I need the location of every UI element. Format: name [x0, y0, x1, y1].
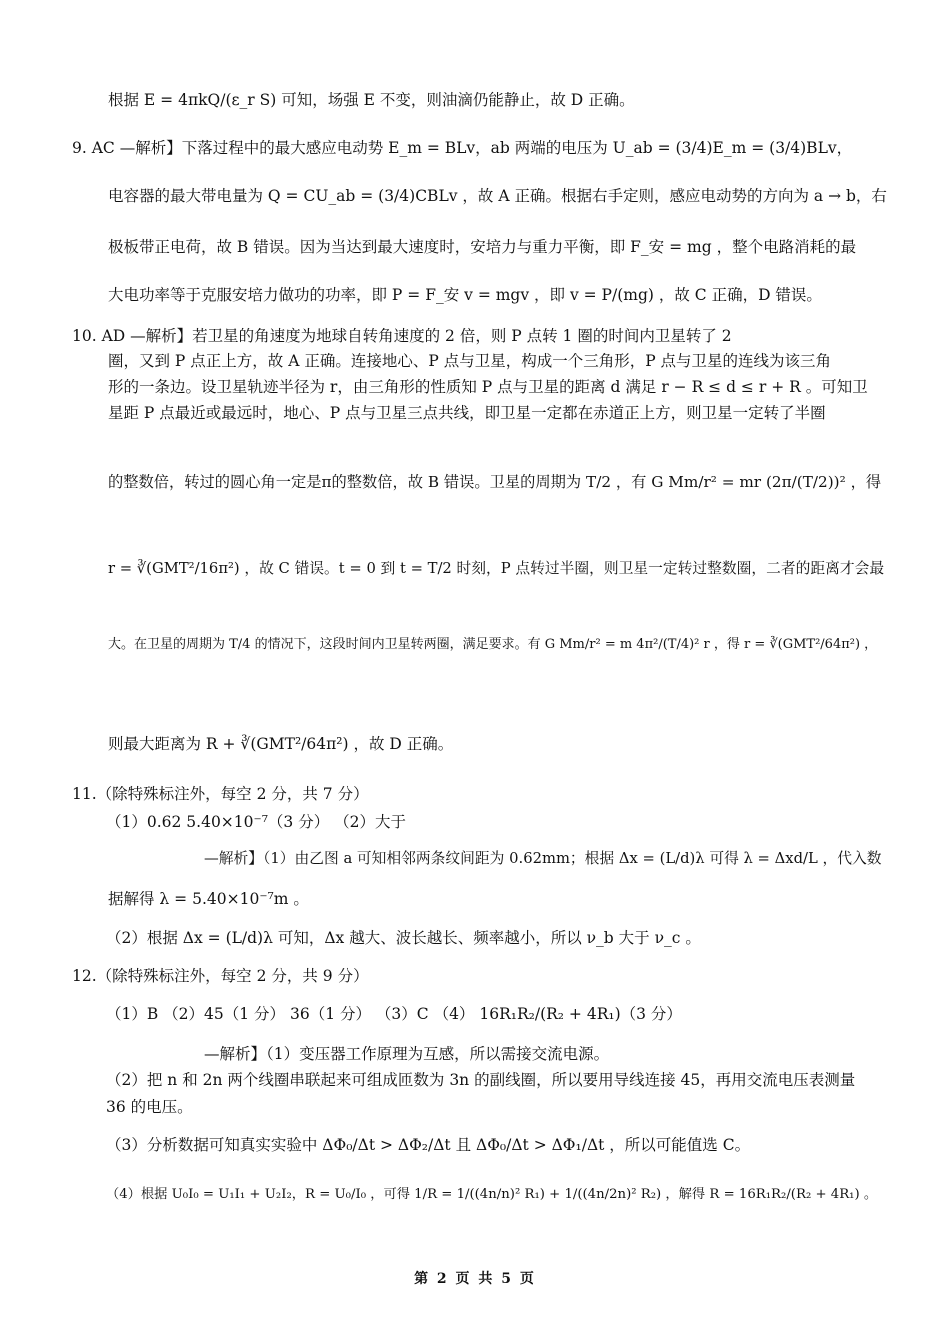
- text-line: （4）根据 U₀I₀ = U₁I₁ + U₂I₂，R = U₀/I₀ ，可得 1/R = 1/((4n/n)² R₁) + 1/((4n/2n)² R₂) ，解得 R = 16R₁R₂/(R₂ + 4R₁) 。: [106, 1187, 878, 1202]
- text-line: 星距 P 点最近或最远时，地心、P 点与卫星三点共线，即卫星一定都在赤道正上方，则卫星一定转了半圈: [108, 404, 826, 422]
- text-line: （2）把 n 和 2n 两个线圈串联起来可组成匝数为 3n 的副线圈，所以要用导线连接 45，再用交流电压表测量: [106, 1071, 856, 1089]
- question-9-line: 9. AC —解析】下落过程中的最大感应电动势 E_m = BLv，ab 两端的电压为 U_ab = (3/4)E_m = (3/4)BLv，: [72, 139, 853, 157]
- question-10-line: 10. AD —解析】若卫星的角速度为地球自转角速度的 2 倍，则 P 点转 1 圈的时间内卫星转了 2: [72, 327, 732, 345]
- text-line: （3）分析数据可知真实实验中 ΔΦ₀/Δt > ΔΦ₂/Δt 且 ΔΦ₀/Δt > ΔΦ₁/Δt ，所以可能值选 C。: [106, 1136, 751, 1154]
- text-line: 大电功率等于克服安培力做功的功率，即 P = F_安 v = mgv ，即 v = P/(mg) ，故 C 正确，D 错误。: [108, 286, 822, 304]
- text-line: 电容器的最大带电量为 Q = CU_ab = (3/4)CBLv ，故 A 正确。根据右手定则，感应电动势的方向为 a → b，右: [108, 187, 887, 205]
- text-line: 据解得 λ = 5.40×10⁻⁷m 。: [108, 890, 309, 908]
- question-12-header: 12.（除特殊标注外，每空 2 分，共 9 分）: [72, 967, 369, 985]
- analysis-line: —解析】（1）由乙图 a 可知相邻两条纹间距为 0.62mm；根据 Δx = (L/d)λ 可得 λ = Δxd/L ，代入数: [204, 850, 882, 867]
- text-line: r = ∛(GMT²/16π²) ，故 C 错误。t = 0 到 t = T/2 时刻，P 点转过半圈，则卫星一定转过整数圈，二者的距离才会最: [108, 560, 885, 577]
- text-line: 的整数倍，转过的圆心角一定是π的整数倍，故 B 错误。卫星的周期为 T/2 ，有 G Mm/r² = mr (2π/(T/2))² ，得: [108, 473, 882, 491]
- text-line: 根据 E = 4πkQ/(ε_r S) 可知，场强 E 不变，则油滴仍能静止，故 D 正确。: [108, 91, 635, 109]
- text-line: 圈，又到 P 点正上方，故 A 正确。连接地心、P 点与卫星，构成一个三角形，P 点与卫星的连线为该三角: [108, 352, 832, 370]
- text-line: 极板带正电荷，故 B 错误。因为当达到最大速度时，安培力与重力平衡，即 F_安 = mg ，整个电路消耗的最: [108, 238, 857, 256]
- text-line: 36 的电压。: [106, 1098, 193, 1116]
- page-footer: 第 2 页 共 5 页: [414, 1271, 536, 1287]
- text-line: （2）根据 Δx = (L/d)λ 可知，Δx 越大、波长越长、频率越小，所以 ν_b 大于 ν_c 。: [106, 929, 701, 947]
- analysis-line: —解析】（1）变压器工作原理为互感，所以需接交流电源。: [204, 1045, 610, 1063]
- text-line: 大。在卫星的周期为 T/4 的情况下，这段时间内卫星转两圈，满足要求。有 G Mm/r² = m 4π²/(T/4)² r ，得 r = ∛(GMT²/64π²) ，: [108, 637, 878, 652]
- text-line: 则最大距离为 R + ∛(GMT²/64π²) ，故 D 正确。: [108, 735, 454, 753]
- answer-line: （1）B （2）45（1 分） 36（1 分） （3）C （4） 16R₁R₂/(R₂ + 4R₁)（3 分）: [106, 1005, 682, 1023]
- question-11-header: 11.（除特殊标注外，每空 2 分，共 7 分）: [72, 785, 369, 803]
- answer-line: （1）0.62 5.40×10⁻⁷（3 分） （2）大于: [106, 813, 406, 831]
- text-line: 形的一条边。设卫星轨迹半径为 r，由三角形的性质知 P 点与卫星的距离 d 满足 r − R ≤ d ≤ r + R 。可知卫: [108, 378, 868, 396]
